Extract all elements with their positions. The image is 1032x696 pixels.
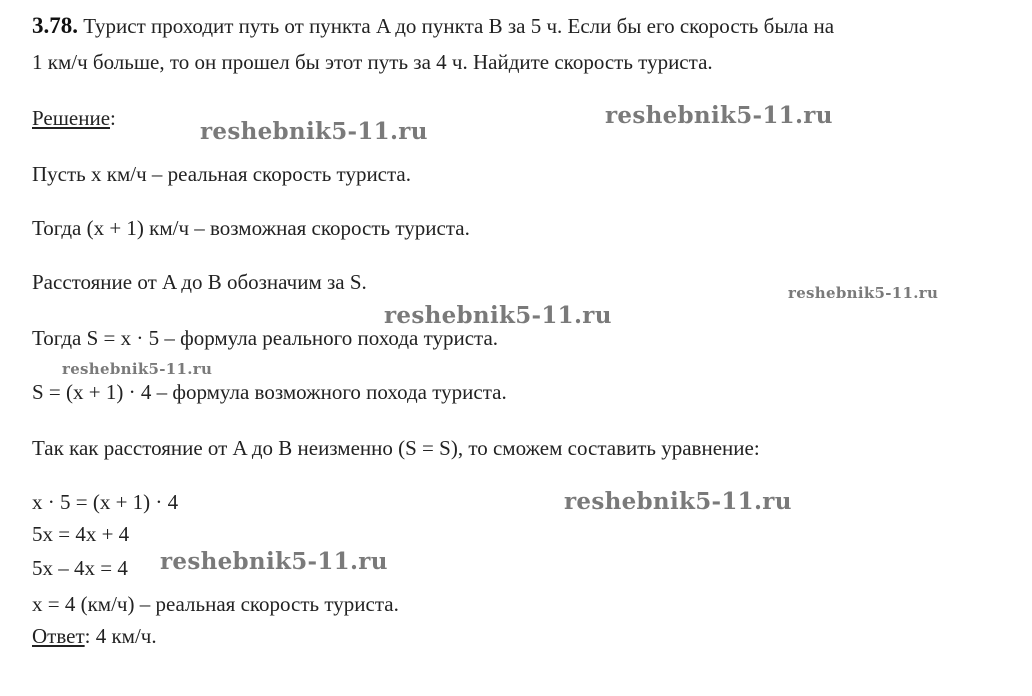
solution-line: S = (x + 1) · 4 – формула возможного похода туриста.	[32, 380, 507, 404]
solution-line: Тогда S = x · 5 – формула реального похода туриста.	[32, 326, 499, 350]
watermark: reshebnik5-11.ru	[384, 302, 612, 329]
watermark: reshebnik5-11.ru	[62, 360, 213, 378]
problem-line-2: 1 км/ч больше, то он прошел бы этот путь за 4 ч. Найдите скорость туриста.	[32, 50, 713, 74]
answer-label: Ответ	[32, 624, 85, 648]
problem-text-1: Турист проходит путь от пункта A до пункта B за 5 ч. Если бы его скорость была на	[83, 14, 835, 38]
watermark: reshebnik5-11.ru	[564, 488, 792, 515]
solution-heading-label: Решение	[32, 106, 111, 130]
problem-line-1	[32, 12, 834, 40]
equation-line: x = 4 (км/ч) – реальная скорость туриста.	[32, 592, 399, 616]
answer-value: : 4 км/ч.	[84, 624, 157, 648]
equation-line: 5x = 4x + 4	[32, 522, 130, 546]
solution-line: Так как расстояние от A до B неизменно (S = S), то сможем составить уравнение:	[32, 436, 760, 460]
watermark: reshebnik5-11.ru	[788, 284, 939, 302]
watermark: reshebnik5-11.ru	[605, 102, 833, 129]
solution-line: Расстояние от A до B обозначим за S.	[32, 270, 367, 294]
answer-line	[32, 622, 157, 650]
solution-line: Пусть x км/ч – реальная скорость туриста.	[32, 162, 412, 186]
watermark: reshebnik5-11.ru	[200, 118, 428, 145]
watermark: reshebnik5-11.ru	[160, 548, 388, 575]
equation-line: 5x – 4x = 4	[32, 556, 128, 580]
solution-heading-colon: :	[110, 106, 116, 130]
equation-line: x · 5 = (x + 1) · 4	[32, 490, 179, 514]
solution-line: Тогда (x + 1) км/ч – возможная скорость туриста.	[32, 216, 470, 240]
problem-number: 3.78.	[32, 13, 78, 38]
solution-heading	[32, 104, 116, 132]
